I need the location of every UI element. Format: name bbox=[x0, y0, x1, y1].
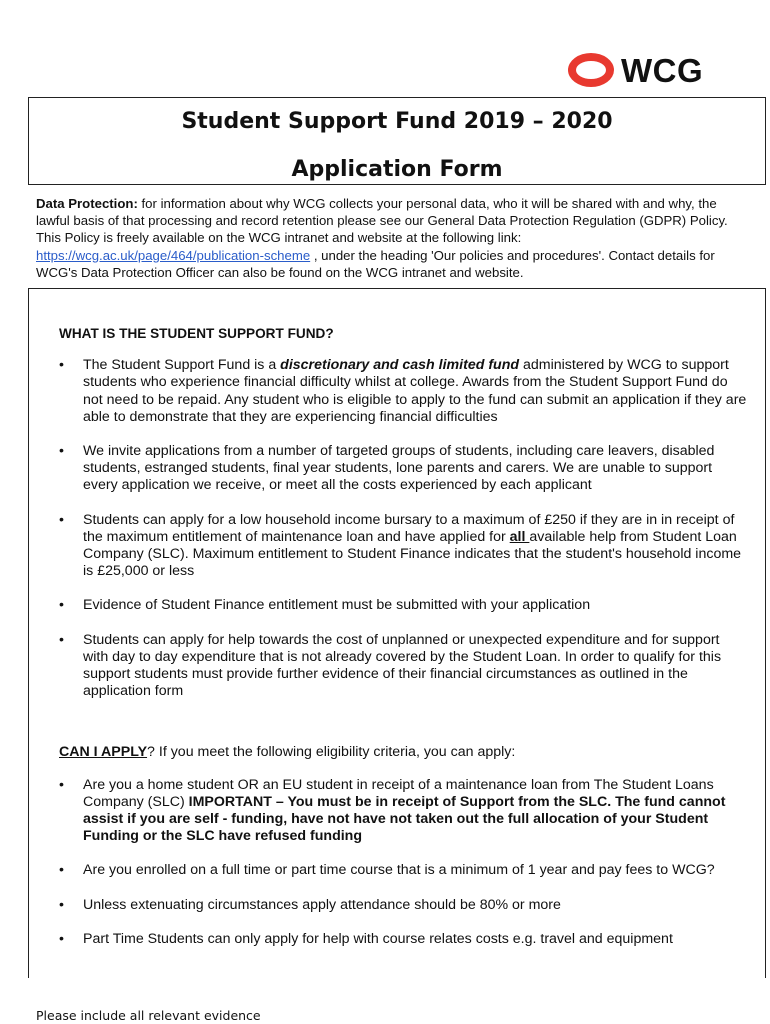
data-protection-text-cont: , under the heading 'Our policies and procedures'. Contact details for WCG's Data Protection Officer can also be found on the WCG intranet and website. bbox=[36, 247, 715, 280]
list-item: • Part Time Students can only apply for help with course relates costs e.g. travel and equipment bbox=[59, 930, 673, 947]
footer-note: Please include all relevant evidence bbox=[36, 1008, 261, 1023]
bullet-icon: • bbox=[59, 896, 64, 913]
page-title: Student Support Fund 2019 – 2020 bbox=[181, 109, 613, 134]
data-protection-text: for information about why WCG collects your personal data, who it will be shared with and why, the lawful basis of that processing and record retention please see our General Data Protection Regulation (GDPR) Policy. This Policy is freely available on the WCG intranet and website at the following link: bbox=[36, 196, 728, 246]
bullet-icon: • bbox=[59, 862, 64, 879]
eligibility-list bbox=[59, 777, 747, 948]
list-item: • The Student Support Fund is a discretionary and cash limited fund administered by WCG to support students who experience financial difficulty whilst at college. Awards from the Student Support Fund do not need to be repaid. Any student who is eligible to apply to the fund can submit an application if they are able to demonstrate that they are experiencing financial difficulties bbox=[59, 357, 747, 425]
section-heading-can-i-apply: CAN I APPLY? If you meet the following eligibility criteria, you can apply: bbox=[59, 744, 516, 761]
title-box bbox=[28, 97, 766, 185]
wcg-logo bbox=[568, 50, 703, 90]
info-section-box bbox=[28, 288, 766, 978]
list-item: • Students can apply for a low household income bursary to a maximum of £250 if they are in in receipt of the maximum entitlement of maintenance loan and have applied for all available help from Student Loan Company (SLC). Maximum entitlement to Student Finance indicates that the student's household income is £25,000 or less bbox=[59, 511, 742, 580]
bullet-icon: • bbox=[59, 631, 64, 648]
page-subtitle: Application Form bbox=[291, 157, 503, 182]
list-item: • We invite applications from a number of targeted groups of students, including care leavers, disabled students, estranged students, final year students, lone parents and carers. We are unable to support every application we receive, or meet all the costs experienced by each applicant bbox=[59, 443, 715, 494]
bullet-icon: • bbox=[59, 357, 64, 374]
logo-text: WCG bbox=[621, 51, 704, 89]
what-is-list bbox=[59, 357, 747, 700]
data-protection-label: Data Protection: bbox=[36, 196, 138, 211]
bullet-icon: • bbox=[59, 443, 64, 460]
bullet-icon: • bbox=[59, 597, 64, 614]
publication-scheme-link[interactable]: https://wcg.ac.uk/page/464/publication-scheme bbox=[36, 247, 311, 263]
section-heading-what-is: WHAT IS THE STUDENT SUPPORT FUND? bbox=[59, 326, 334, 341]
data-protection-notice bbox=[36, 195, 736, 281]
list-item: • Are you a home student OR an EU student in receipt of a maintenance loan from The Student Loans Company (SLC) IMPORTANT – You must be in receipt of Support from the SLC. The fund cannot assist if you are self - funding, have not have not taken out the full allocation of your Student Funding or the SLC have refused funding bbox=[59, 776, 726, 845]
list-item: • Are you enrolled on a full time or part time course that is a minimum of 1 year and pay fees to WCG? bbox=[59, 862, 715, 879]
list-item: • Students can apply for help towards the cost of unplanned or unexpected expenditure and for support with day to day expenditure that is not already covered by the Student Loan. In order to qualify for this support students must provide further evidence of their financial circumstances as outlined in the application form bbox=[59, 631, 722, 700]
list-item: • Evidence of Student Finance entitlement must be submitted with your application bbox=[59, 597, 591, 614]
bullet-icon: • bbox=[59, 511, 64, 528]
bullet-icon: • bbox=[59, 776, 64, 793]
list-item: • Unless extenuating circumstances apply attendance should be 80% or more bbox=[59, 896, 561, 913]
bullet-icon: • bbox=[59, 930, 64, 947]
logo-ring-icon bbox=[568, 53, 614, 87]
